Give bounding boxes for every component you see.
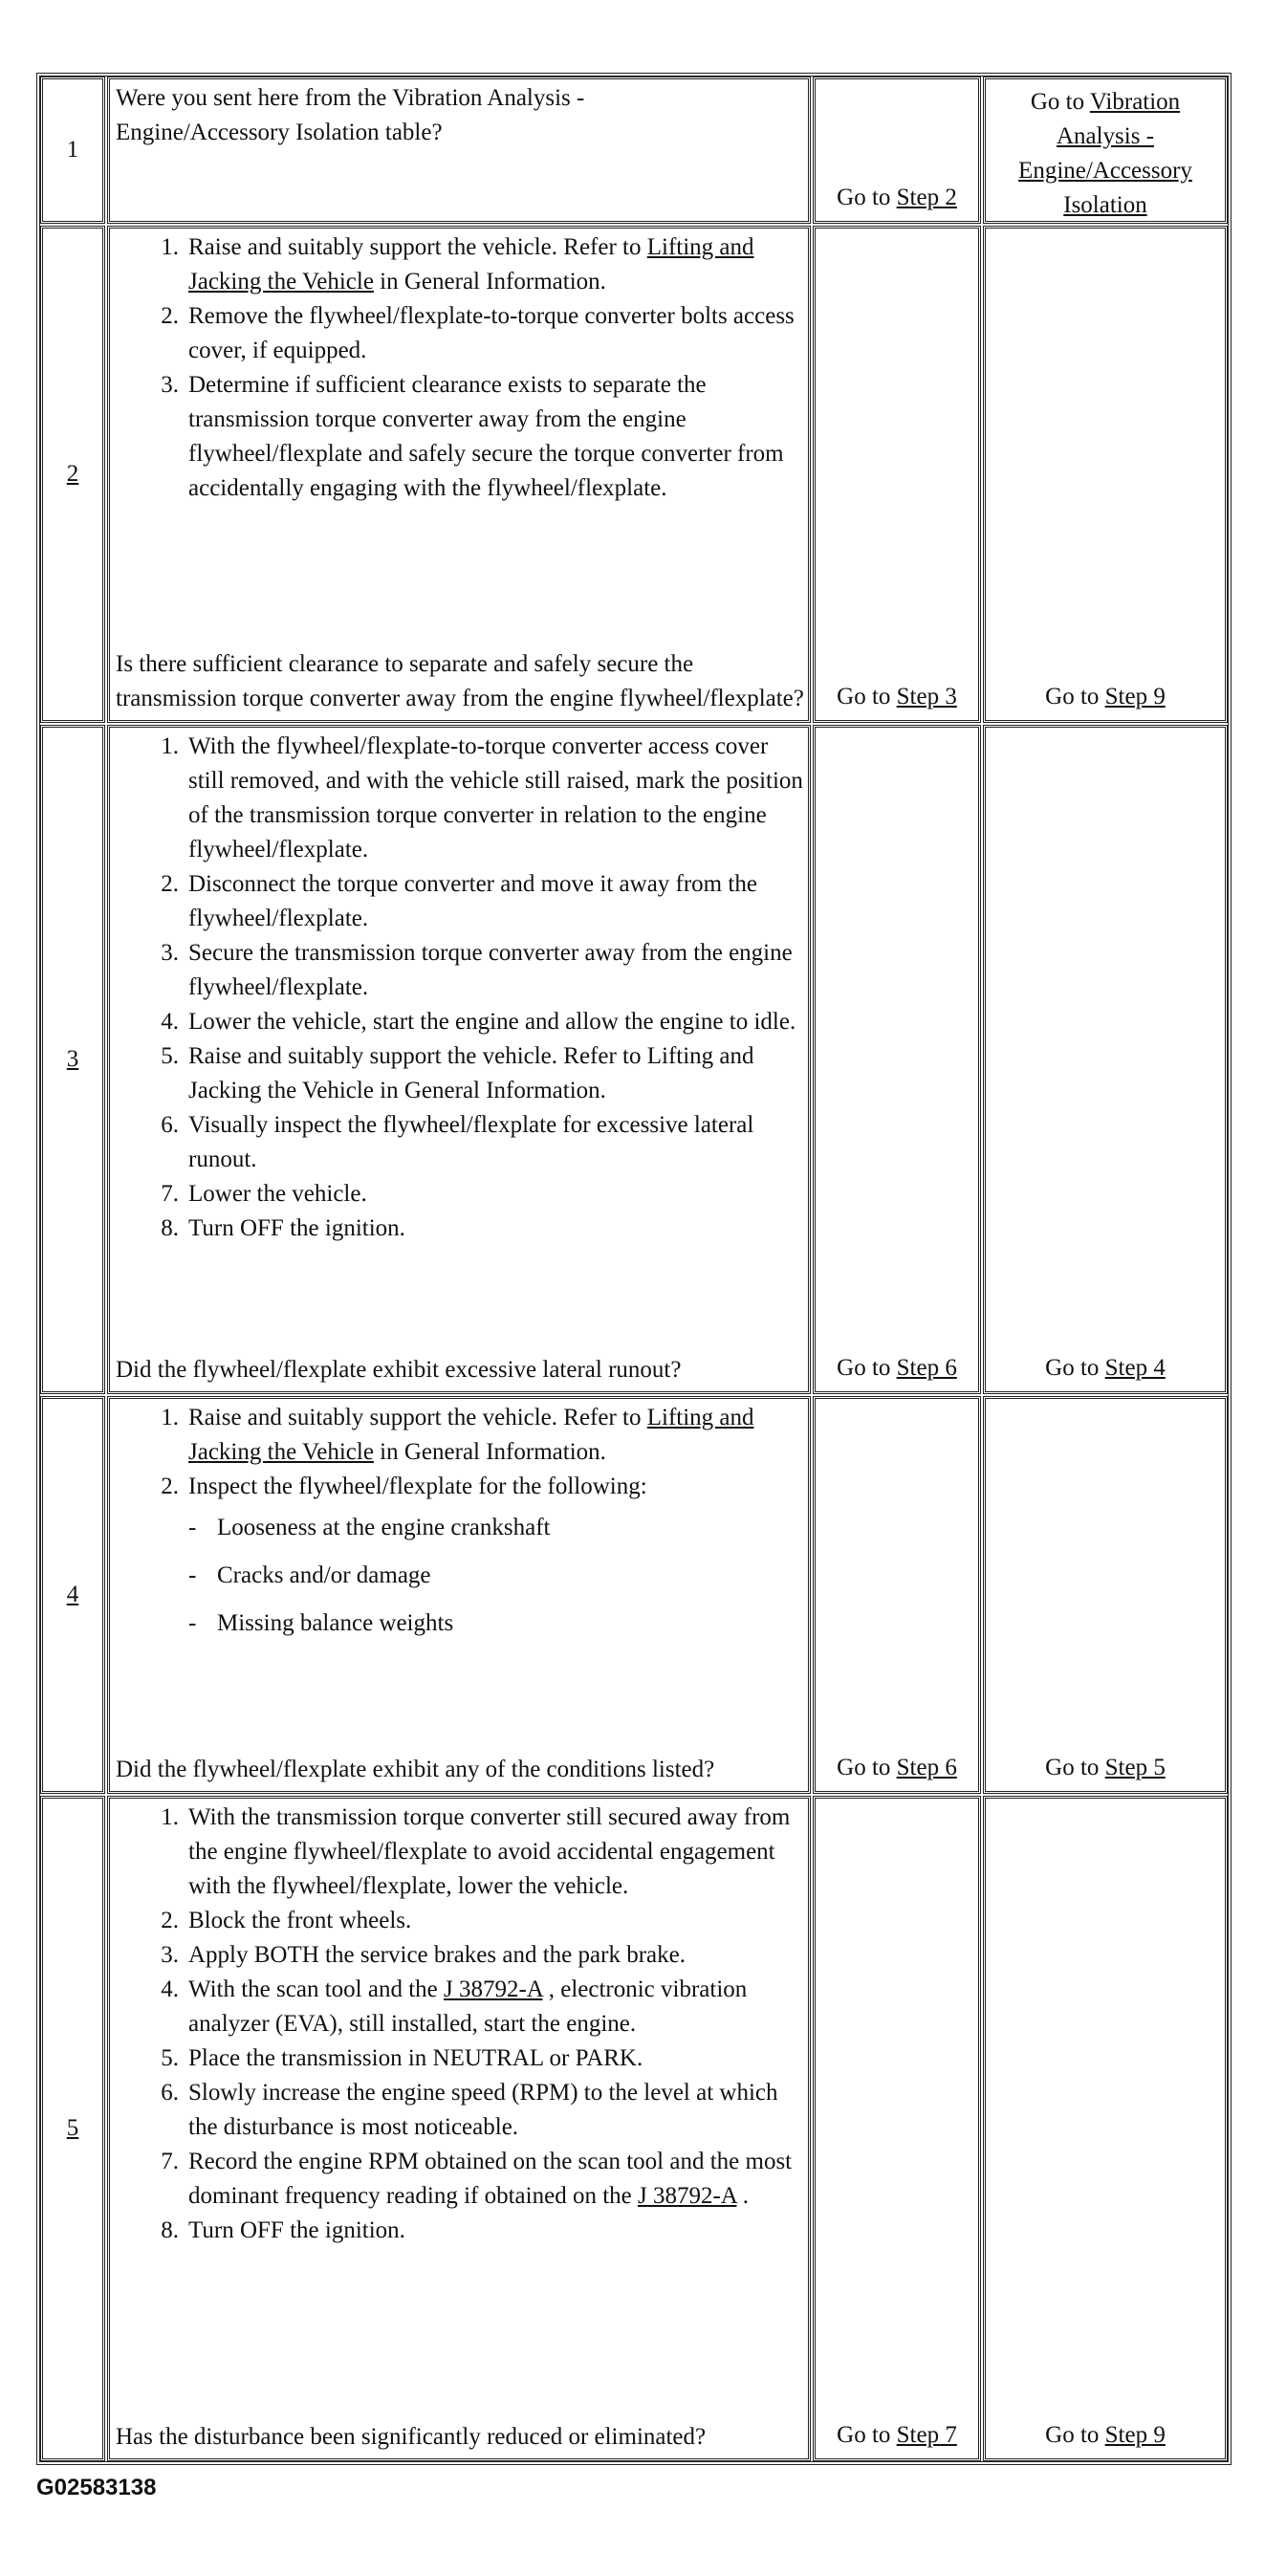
step-link[interactable]: Step 9 [1104,684,1166,709]
step-link[interactable]: Step 6 [896,1755,957,1780]
list-item: 1. Raise and suitably support the vehicle. Refer to Lifting and Jacking the Vehicle in General Information. [161,234,754,295]
step-cell [40,226,105,723]
no-goto: Go to Vibration Analysis - Engine/Accessory Isolation [986,85,1225,223]
list-item: 1. Raise and suitably support the vehicle. Refer to Lifting and Jacking the Vehicle in General Information. [161,1405,754,1465]
step-link[interactable]: Step 4 [1104,1355,1166,1381]
list-item: 6. Visually inspect the flywheel/flexplate for excessive lateral runout. [161,1112,754,1172]
yes-cell [813,1796,981,2461]
list-item: 2. Disconnect the torque converter and move it away from the flywheel/flexplate. [161,871,757,931]
list-item: 3. Secure the transmission torque converter away from the engine flywheel/flexplate. [161,940,793,1000]
figure-id: G02583138 [36,2475,157,2500]
step-number: 1 [66,137,79,163]
list-item: 3. Determine if sufficient clearance exists to separate the transmission torque converter away from the engine flywheel/flexplate and safely secure the torque converter from accidentally engaging with the flywheel/flexplate. [161,372,784,501]
list-item: 4. Lower the vehicle, start the engine and allow the engine to idle. [161,1009,796,1035]
step-number-link[interactable]: 2 [66,461,79,487]
action-cell [107,76,811,224]
table-row [40,1796,1228,2461]
action-steps [116,230,804,718]
list-item: 4. With the scan tool and the J 38792-A , electronic vibration analyzer (EVA), still installed, start the engine. [161,1976,748,2037]
list-item: 1. With the flywheel/flexplate-to-torque converter access cover still removed, and with the vehicle still raised, mark the position of the transmission torque converter in relation to the engine flywheel/flexplate. [161,733,803,862]
list-item: 7. Lower the vehicle. [161,1181,367,1207]
list-item: 6. Slowly increase the engine speed (RPM) to the level at which the disturbance is most noticeable. [161,2080,778,2140]
step-link[interactable]: Step 9 [1104,2422,1166,2448]
step-link[interactable]: Step 5 [1104,1755,1166,1780]
no-cell [983,725,1228,1394]
list-item: 2. Block the front wheels. [161,1908,412,1933]
vibration-analysis-link[interactable]: Isolation [1063,192,1147,218]
condition-item: - Cracks and/or damage [116,1552,804,1600]
step-cell [40,1796,105,2461]
step-link[interactable]: Step 2 [896,185,957,210]
table-row [40,1396,1228,1794]
vibration-analysis-link[interactable]: Engine/Accessory [1018,158,1192,184]
condition-item: - Missing balance weights [116,1600,804,1648]
no-cell [983,1396,1228,1794]
yes-cell [813,76,981,224]
yes-cell [813,1396,981,1794]
yes-goto: Go to Step 3 [837,684,957,709]
step-cell [40,76,105,224]
step-number-link[interactable]: 5 [66,2115,79,2141]
step-cell [40,1396,105,1794]
yes-goto: Go to Step 6 [837,1755,957,1780]
list-item: 5. Place the transmission in NEUTRAL or PARK. [161,2045,643,2071]
tool-link[interactable]: J 38792-A [637,2183,737,2209]
step-link[interactable]: Step 6 [896,1355,957,1381]
question-text: Did the flywheel/flexplate exhibit any of the conditions listed? [116,1757,715,1782]
list-item: 3. Apply BOTH the service brakes and the park brake. [161,1942,686,1968]
yes-cell [813,725,981,1394]
step-link[interactable]: Step 3 [896,684,957,709]
lifting-jacking-link[interactable]: Lifting and Jacking the Vehicle [188,234,754,295]
list-item: 7. Record the engine RPM obtained on the scan tool and the most dominant frequency reading if obtained on the J 38792-A . [161,2149,793,2209]
action-steps [116,1401,804,1789]
action-cell [107,1396,811,1794]
step-cell [40,725,105,1394]
action-cell [107,725,811,1394]
action-cell [107,226,811,723]
step-number-link[interactable]: 4 [66,1582,79,1607]
list-item: 1. With the transmission torque converter still secured away from the engine flywheel/flexplate to avoid accidental engagement with the flywheel/flexplate, lower the vehicle. [161,1804,791,1899]
no-goto: Go to Step 4 [1045,1355,1166,1381]
list-item: 8. Turn OFF the ignition. [161,2217,405,2243]
diagnostic-table [36,73,1231,2465]
question-text: Were you sent here from the Vibration Analysis - Engine/Accessory Isolation table? [116,85,585,145]
question-text: Did the flywheel/flexplate exhibit excessive lateral runout? [116,1357,682,1383]
list-item: 2. Remove the flywheel/flexplate-to-torque converter bolts access cover, if equipped. [161,303,795,363]
no-goto: Go to Step 9 [1045,2422,1166,2448]
vibration-analysis-link[interactable]: Analysis - [1056,123,1155,149]
question-text: Has the disturbance been significantly reduced or eliminated? [116,2424,707,2450]
action-cell [107,1796,811,2461]
step-link[interactable]: Step 7 [896,2422,957,2448]
action-steps [116,1801,804,2456]
tool-link[interactable]: J 38792-A [443,1976,543,2002]
table-row [40,226,1228,723]
yes-goto: Go to Step 2 [837,185,957,210]
question-text: Is there sufficient clearance to separate and safely secure the transmission torque converter away from the engine flywheel/flexplate? [116,651,804,711]
step-number-link[interactable]: 3 [66,1046,79,1072]
table-row [40,725,1228,1394]
action-steps [116,730,804,1389]
list-item: 8. Turn OFF the ignition. [161,1215,405,1241]
no-goto: Go to Step 9 [1045,684,1166,709]
no-cell [983,76,1228,224]
no-cell [983,226,1228,723]
yes-cell [813,226,981,723]
list-item: 5. Raise and suitably support the vehicle. Refer to Lifting and Jacking the Vehicle in General Information. [161,1043,754,1103]
no-cell [983,1796,1228,2461]
vibration-analysis-link[interactable]: Vibration [1089,89,1181,115]
lifting-jacking-link[interactable]: Lifting and Jacking the Vehicle [188,1405,754,1465]
list-item: 2. Inspect the flywheel/flexplate for the following: [161,1474,647,1499]
table-row [40,76,1228,224]
condition-item: - Looseness at the engine crankshaft [116,1504,804,1552]
yes-goto: Go to Step 6 [837,1355,957,1381]
yes-goto: Go to Step 7 [837,2422,957,2448]
no-goto: Go to Step 5 [1045,1755,1166,1780]
